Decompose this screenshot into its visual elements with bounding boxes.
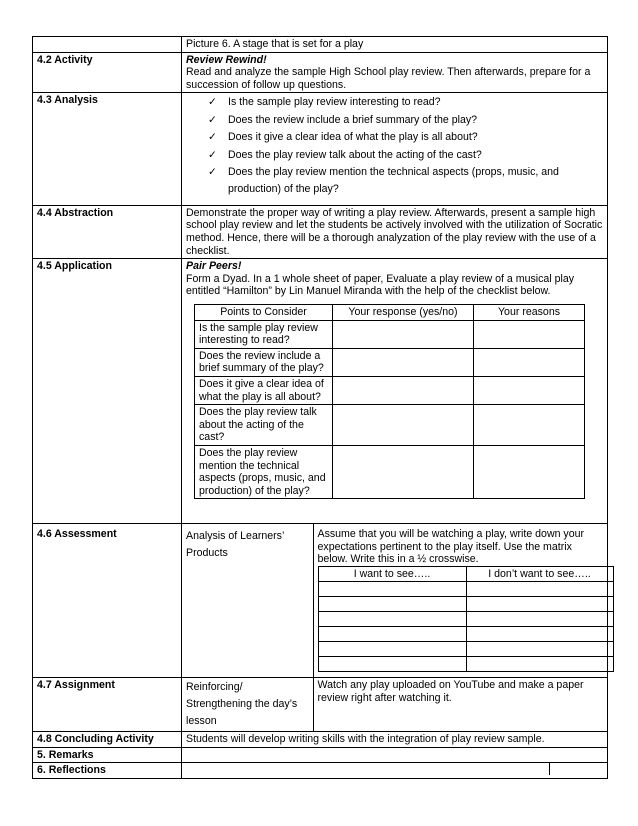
want-cell[interactable]: [318, 657, 466, 672]
response-cell[interactable]: [333, 405, 474, 446]
assessment-text: Assume that you will be watching a play, write down your expectations pertinent to the play itself. Use the matrix below. Write this in a ½ crosswise.: [317, 528, 585, 566]
dont-want-cell[interactable]: [466, 657, 613, 672]
matrix-header-row: [318, 567, 613, 582]
activity-label: 4.2 Activity: [33, 52, 182, 93]
assessment-row: [33, 524, 608, 678]
analysis-question: ✓ Does it give a clear idea of what the play is all about?: [208, 129, 603, 146]
application-title: Pair Peers!: [186, 260, 242, 273]
checklist-point: Does the play review mention the technical aspects (props, music, and production) of the play?: [195, 445, 333, 498]
checkmark-icon: ✓: [208, 131, 217, 144]
expectations-matrix: [318, 566, 614, 672]
checkmark-icon: ✓: [208, 113, 217, 126]
checklist-row: [195, 320, 585, 348]
lesson-plan-page: [32, 36, 607, 779]
application-text: Form a Dyad. In a 1 whole sheet of paper, Evaluate a play review of a musical play entitled “Hamilton” by Lin Manuel Miranda with the help of the checklist below.: [186, 272, 575, 298]
matrix-header: I don’t want to see…..: [466, 567, 613, 582]
matrix-row: [318, 582, 613, 597]
matrix-row: [318, 612, 613, 627]
application-label: 4.5 Application: [33, 259, 182, 524]
reflections-cell-extra[interactable]: [549, 763, 607, 775]
dont-want-cell[interactable]: [466, 612, 613, 627]
checklist-point: Is the sample play review interesting to read?: [195, 320, 333, 348]
checklist-header: Your response (yes/no): [333, 304, 474, 320]
dont-want-cell[interactable]: [466, 597, 613, 612]
checklist-table: [194, 304, 585, 499]
checkmark-icon: ✓: [208, 96, 217, 109]
reasons-cell[interactable]: [474, 376, 585, 404]
checkmark-icon: ✓: [208, 166, 217, 178]
reflections-cell[interactable]: [182, 763, 549, 775]
matrix-row: [318, 642, 613, 657]
want-cell[interactable]: [318, 597, 466, 612]
abstraction-text: Demonstrate the proper way of writing a play review. Afterwards, present a sample high school play review and let the students be actively involved with the utilization of Socratic method. Hence, there will be a thorough analyzation of the play review with the use of a checklist.: [182, 205, 608, 258]
matrix-header: I want to see…..: [318, 567, 466, 582]
checklist-header: Your reasons: [474, 304, 585, 320]
checklist-point: Does the play review talk about the acting of the cast?: [195, 405, 333, 446]
picture-caption: Picture 6. A stage that is set for a play: [182, 37, 608, 53]
analysis-label: 4.3 Analysis: [33, 93, 182, 205]
matrix-row: [318, 657, 613, 672]
dont-want-cell[interactable]: [466, 627, 613, 642]
reasons-cell[interactable]: [474, 445, 585, 498]
lesson-plan-table: [32, 36, 608, 779]
concluding-label: 4.8 Concluding Activity: [33, 732, 182, 748]
checklist-point: Does the review include a brief summary of the play?: [195, 348, 333, 376]
picture-caption-row: [33, 37, 608, 53]
concluding-text: Students will develop writing skills with the integration of play review sample.: [182, 732, 608, 748]
analysis-question-list: [186, 94, 603, 198]
reflections-label: 6. Reflections: [33, 763, 182, 779]
want-cell[interactable]: [318, 582, 466, 597]
analysis-question: ✓ Does the play review talk about the acting of the cast?: [208, 147, 603, 164]
remarks-row: [33, 747, 608, 763]
assignment-text: Watch any play uploaded on YouTube and make a paper review right after watching it.: [317, 679, 584, 704]
want-cell[interactable]: [318, 627, 466, 642]
assignment-type: Reinforcing/ Strengthening the day’s lesson: [182, 678, 313, 731]
analysis-row: [33, 93, 608, 205]
analysis-question: ✓ Does the play review mention the technical aspects (props, music, and production) of the play?: [208, 166, 559, 196]
checklist-point: Does it give a clear idea of what the play is all about?: [195, 376, 333, 404]
matrix-row: [318, 627, 613, 642]
checkmark-icon: ✓: [208, 148, 217, 161]
assessment-label: 4.6 Assessment: [33, 524, 182, 678]
checklist-row: [195, 445, 585, 498]
remarks-label: 5. Remarks: [33, 747, 182, 763]
dont-want-cell[interactable]: [466, 642, 613, 657]
remarks-cell[interactable]: [182, 747, 608, 763]
want-cell[interactable]: [318, 642, 466, 657]
reflections-row: [33, 763, 608, 779]
assignment-row: [33, 678, 608, 732]
activity-row: [33, 52, 608, 93]
abstraction-label: 4.4 Abstraction: [33, 205, 182, 258]
reasons-cell[interactable]: [474, 405, 585, 446]
abstraction-row: [33, 205, 608, 258]
application-row: [33, 259, 608, 524]
assignment-label: 4.7 Assignment: [33, 678, 182, 732]
reasons-cell[interactable]: [474, 320, 585, 348]
checklist-row: [195, 348, 585, 376]
analysis-question: ✓ Is the sample play review interesting to read?: [208, 94, 603, 111]
response-cell[interactable]: [333, 320, 474, 348]
reasons-cell[interactable]: [474, 348, 585, 376]
activity-text: Read and analyze the sample High School play review. Then afterwards, prepare for a succession of follow up questions.: [186, 66, 591, 91]
activity-title: Review Rewind!: [186, 53, 267, 66]
assessment-type: Analysis of Learners’ Products: [182, 524, 313, 677]
response-cell[interactable]: [333, 376, 474, 404]
checklist-row: [195, 405, 585, 446]
concluding-row: [33, 732, 608, 748]
want-cell[interactable]: [318, 612, 466, 627]
checklist-row: [195, 376, 585, 404]
response-cell[interactable]: [333, 445, 474, 498]
matrix-row: [318, 597, 613, 612]
analysis-question: ✓ Does the review include a brief summary of the play?: [208, 112, 603, 129]
checklist-header-row: [195, 304, 585, 320]
response-cell[interactable]: [333, 348, 474, 376]
checklist-header: Points to Consider: [195, 304, 333, 320]
dont-want-cell[interactable]: [466, 582, 613, 597]
